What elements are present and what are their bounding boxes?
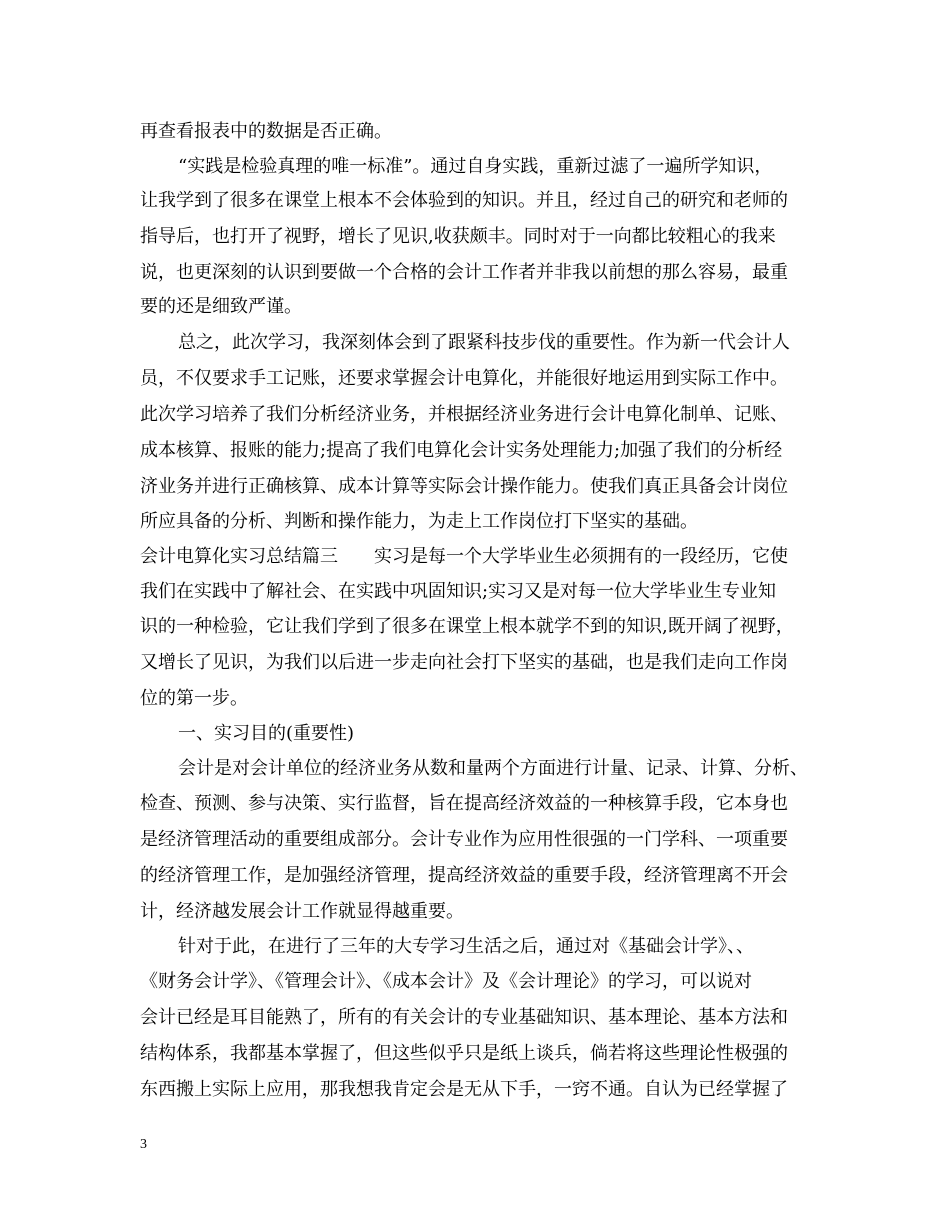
text-line: 再查看报表中的数据是否正确。	[140, 121, 392, 142]
text-line: 成本核算、报账的能力;提高了我们电算化会计实务处理能力;加强了我们的分析经	[140, 440, 783, 461]
text-line: 识的一种检验，它让我们学到了很多在课堂上根本就学不到的知识,既开阔了视野，	[140, 616, 794, 637]
text-line: 又增长了见识，为我们以后进一步走向社会打下坚实的基础，也是我们走向工作岗	[140, 652, 788, 673]
text-line: 《财务会计学》、《管理会计》、《成本会计》及《会计理论》的学习，可以说对	[140, 971, 752, 992]
subheading-line: 一、实习目的(重要性)	[178, 723, 355, 744]
text-line: 会计是对会计单位的经济业务从数和量两个方面进行计量、记录、计算、分析、	[178, 758, 808, 779]
text-line: 结构体系，我都基本掌握了，但这些似乎只是纸上谈兵，倘若将这些理论性极强的	[140, 1043, 788, 1064]
text-line: 针对于此，在进行了三年的大专学习生活之后，通过对《基础会计学》、、	[178, 936, 754, 957]
text-line: 总之，此次学习，我深刻体会到了跟紧科技步伐的重要性。作为新一代会计人	[178, 332, 790, 353]
text-line: 我们在实践中了解社会、在实践中巩固知识;实习又是对每一位大学毕业生专业知	[140, 581, 777, 602]
text-line: 会计已经是耳目能熟了，所有的有关会计的专业基础知识、基本理论、基本方法和	[140, 1007, 788, 1028]
text-line: 此次学习培养了我们分析经济业务，并根据经济业务进行会计电算化制单、记账、	[140, 404, 788, 425]
text-line: 计，经济越发展会计工作就显得越重要。	[140, 901, 464, 922]
page-number: 3	[140, 1137, 147, 1152]
text-line: 济业务并进行正确核算、成本计算等实际会计操作能力。使我们真正具备会计岗位	[140, 476, 788, 497]
text-line: 让我学到了很多在课堂上根本不会体验到的知识。并且，经过自己的研究和老师的	[140, 190, 788, 211]
text-line: 指导后，也打开了视野，增长了见识,收获颇丰。同时对于一向都比较粗心的我来	[140, 226, 776, 247]
text-line: 说，也更深刻的认识到要做一个合格的会计工作者并非我以前想的那么容易，最重	[140, 262, 788, 283]
section-heading-line: 会计电算化实习总结篇三 实习是每一个大学毕业生必须拥有的一段经历，它使	[140, 546, 788, 567]
text-line: 东西搬上实际上应用，那我想我肯定会是无从下手，一窍不通。自认为已经掌握了	[140, 1079, 788, 1100]
text-line: 的经济管理工作，是加强经济管理，提高经济效益的重要手段，经济管理离不开会	[140, 865, 788, 886]
text-line: “实践是检验真理的唯一标准”。通过自身实践，重新过滤了一遍所学知识，	[178, 156, 773, 177]
text-line: 要的还是细致严谨。	[140, 296, 302, 317]
text-line: 检查、预测、参与决策、实行监督，旨在提高经济效益的一种核算手段，它本身也	[140, 793, 788, 814]
text-line: 所应具备的分析、判断和操作能力，为走上工作岗位打下坚实的基础。	[140, 511, 698, 532]
text-line: 员，不仅要求手工记账，还要求掌握会计电算化，并能很好地运用到实际工作中。	[140, 368, 788, 389]
text-line: 是经济管理活动的重要组成部分。会计专业作为应用性很强的一门学科、一项重要	[140, 829, 788, 850]
text-line: 位的第一步。	[140, 688, 248, 709]
